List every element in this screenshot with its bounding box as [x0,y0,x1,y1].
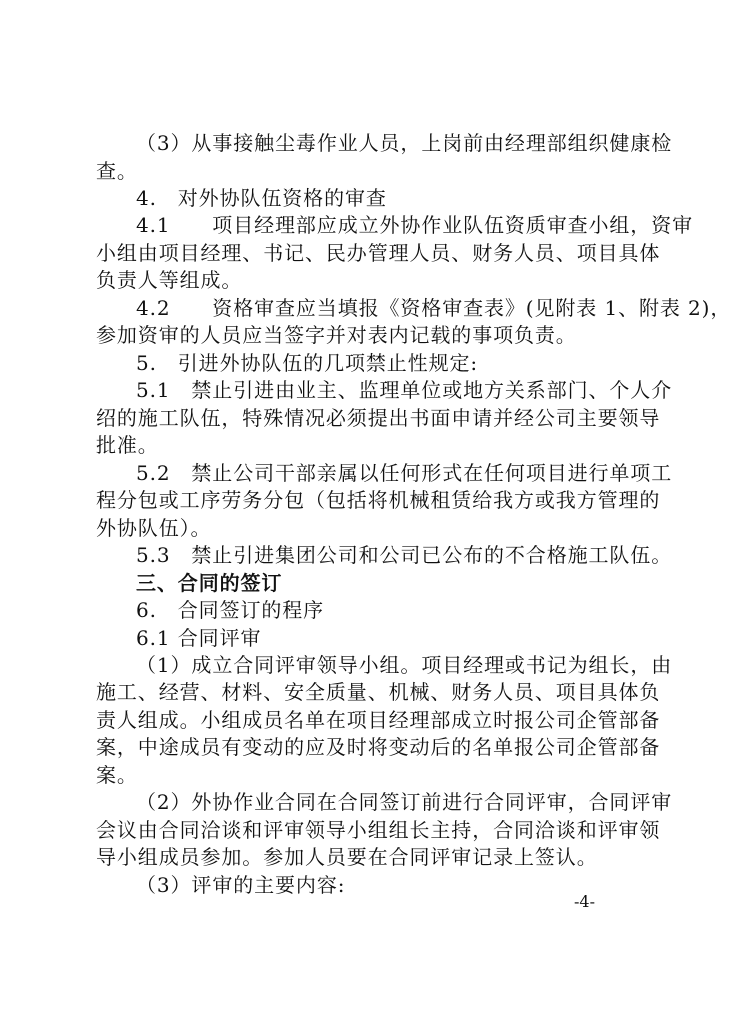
paragraph-line: （3）从事接触尘毒作业人员，上岗前由经理部组织健康检 [136,131,673,155]
paragraph-line: 会议由合同洽谈和评审领导小组组长主持，合同洽谈和评审领 [96,818,661,842]
paragraph-line: （2）外协作业合同在合同签订前进行合同评审，合同评审 [136,790,673,814]
paragraph-line: 5.1 禁止引进由业主、监理单位或地方关系部门、个人介 [136,378,673,402]
paragraph-line: 导小组成员参加。参加人员要在合同评审记录上签认。 [96,845,598,869]
section-line: 5. 引进外协队伍的几项禁止性规定: [136,351,479,375]
paragraph-line: 查。 [96,159,138,183]
paragraph-line: 案，中途成员有变动的应及时将变动后的名单报公司企管部备 [96,735,661,759]
paragraph-line: 外协队伍）。 [96,516,212,540]
paragraph-line: 绍的施工队伍，特殊情况必须提出书面申请并经公司主要领导 [96,406,661,430]
paragraph-line: 小组由项目经理、书记、民办管理人员、财务人员、项目具体 [96,241,661,265]
paragraph-line: 案。 [96,763,138,787]
section-line: 4. 对外协队伍资格的审查 [136,186,387,210]
paragraph-line: （3）评审的主要内容: [136,873,346,897]
subsection-line: 6.1 合同评审 [136,626,262,650]
section-heading: 三、合同的签订 [136,571,283,595]
paragraph-line: 参加资审的人员应当签字并对表内记载的事项负责。 [96,323,577,347]
paragraph-line: 批准。 [96,433,159,457]
paragraph-line: 施工、经营、材料、安全质量、机械、财务人员、项目具体负 [96,680,661,704]
page-number: -4- [574,892,595,911]
paragraph-line: （1）成立合同评审领导小组。项目经理或书记为组长，由 [136,653,673,677]
paragraph-line: 5.3 禁止引进集团公司和公司已公布的不合格施工队伍。 [136,543,673,567]
paragraph-line: 4.1 项目经理部应成立外协作业队伍资质审查小组，资审 [136,213,694,237]
section-line: 6. 合同签订的程序 [136,598,325,622]
paragraph-line: 责人组成。小组成员名单在项目经理部成立时报公司企管部备 [96,708,661,732]
paragraph-line: 程分包或工序劳务分包（包括将机械租赁给我方或我方管理的 [96,488,661,512]
paragraph-line: 5.2 禁止公司干部亲属以任何形式在任何项目进行单项工 [136,461,673,485]
paragraph-line: 4.2 资格审查应当填报《资格审查表》(见附表 1、附表 2)， [136,296,731,320]
paragraph-line: 负责人等组成。 [96,268,243,292]
